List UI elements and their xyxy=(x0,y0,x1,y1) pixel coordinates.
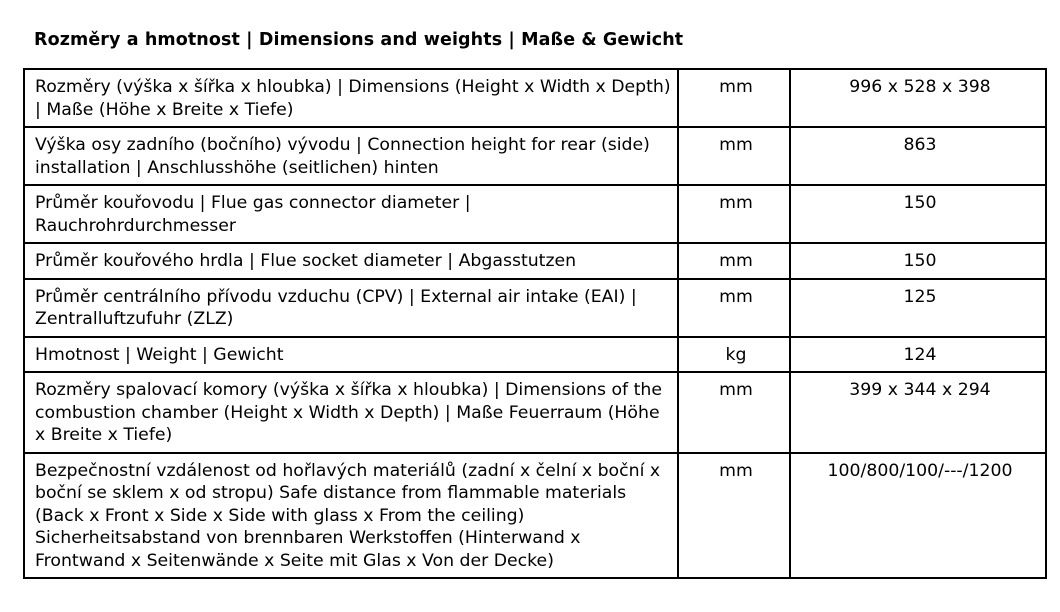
row-value: 125 xyxy=(790,279,1046,337)
table-row xyxy=(24,127,1046,185)
row-description: Průměr kouřového hrdla | Flue socket diameter | Abgasstutzen xyxy=(24,243,678,279)
row-unit: mm xyxy=(678,453,790,579)
row-value: 124 xyxy=(790,337,1046,373)
table-row xyxy=(24,69,1046,127)
row-description: Rozměry spalovací komory (výška x šířka x hloubka) | Dimensions of the combustion chamber (Height x Width x Depth) | Maße Feuerraum (Höhe x Breite x Tiefe) xyxy=(24,372,678,453)
row-description: Bezpečnostní vzdálenost od hořlavých materiálů (zadní x čelní x boční x boční se sklem x od stropu) Safe distance from flammable materials (Back x Front x Side x Side with glass x From the ceiling) Sicherheitsabstand von brennbaren Werkstoffen (Hinterwand x Frontwand x Seitenwände x Seite mit Glas x Von der Decke) xyxy=(24,453,678,579)
table-row xyxy=(24,337,1046,373)
row-unit: mm xyxy=(678,185,790,243)
row-unit: mm xyxy=(678,372,790,453)
dimensions-table xyxy=(23,68,1047,579)
row-value: 150 xyxy=(790,243,1046,279)
row-unit: kg xyxy=(678,337,790,373)
table-row xyxy=(24,372,1046,453)
row-unit: mm xyxy=(678,127,790,185)
row-value: 863 xyxy=(790,127,1046,185)
row-unit: mm xyxy=(678,69,790,127)
table-row xyxy=(24,453,1046,579)
row-unit: mm xyxy=(678,243,790,279)
row-value: 996 x 528 x 398 xyxy=(790,69,1046,127)
row-value: 150 xyxy=(790,185,1046,243)
row-value: 399 x 344 x 294 xyxy=(790,372,1046,453)
row-description: Hmotnost | Weight | Gewicht xyxy=(24,337,678,373)
section-title: Rozměry a hmotnost | Dimensions and weights | Maße & Gewicht xyxy=(34,30,684,50)
row-value: 100/800/100/---/1200 xyxy=(790,453,1046,579)
table-row xyxy=(24,279,1046,337)
row-description: Rozměry (výška x šířka x hloubka) | Dimensions (Height x Width x Depth) | Maße (Höhe x Breite x Tiefe) xyxy=(24,69,678,127)
table-row xyxy=(24,185,1046,243)
row-unit: mm xyxy=(678,279,790,337)
row-description: Průměr centrálního přívodu vzduchu (CPV) | External air intake (EAI) | Zentralluftzufuhr (ZLZ) xyxy=(24,279,678,337)
table-row xyxy=(24,243,1046,279)
row-description: Průměr kouřovodu | Flue gas connector diameter | Rauchrohrdurchmesser xyxy=(24,185,678,243)
row-description: Výška osy zadního (bočního) vývodu | Connection height for rear (side) installation | Anschlusshöhe (seitlichen) hinten xyxy=(24,127,678,185)
